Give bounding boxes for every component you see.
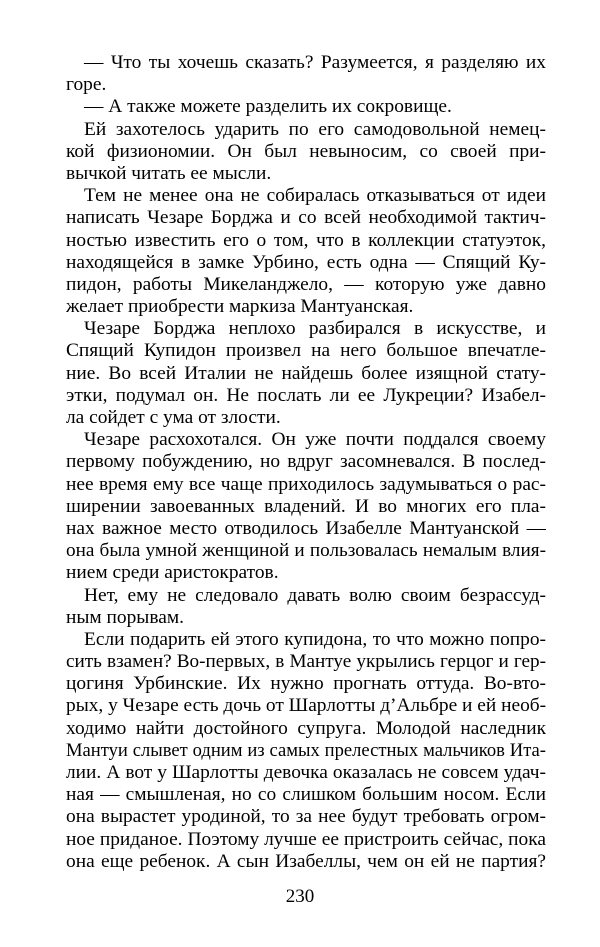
text-line: находящейся в замке Урбино, есть одна — Спящий Ку- <box>66 251 546 273</box>
body-text <box>66 52 546 873</box>
text-line: лии. А вот у Шарлотты девочка оказалась не совсем удач- <box>66 762 546 783</box>
text-line: нах важное место отводилось Изабелле Мантуанской — <box>66 517 546 539</box>
text-line: написать Чезаре Борджа и со всей необходимой тактич- <box>66 207 546 229</box>
text-line: — А также можете разделить их сокровище. <box>84 96 452 118</box>
text-line: пидон, работы Микеланджело, — которую уже давно <box>66 273 546 295</box>
text-line: ние. Во всей Италии не найдешь более изящной стату- <box>66 362 546 384</box>
text-line: ходимо найти достойного супруга. Молодой наследник <box>66 717 546 739</box>
text-line: Чезаре расхохотался. Он уже почти поддался своему <box>84 429 546 451</box>
text-line: нее время ему все чаще приходилось задумываться о рас- <box>66 473 546 495</box>
text-line: Мантуи слывет одним из самых прелестных мальчиков Ита- <box>66 739 546 761</box>
text-line: ным порывам. <box>66 606 184 628</box>
text-line: ностью известить его о том, что в коллекции статуэток, <box>66 229 546 251</box>
text-line: горе. <box>66 74 107 96</box>
text-line: она была умной женщиной и пользовалась немалым влия- <box>66 540 546 562</box>
text-line: этки, подумал он. Не послать ли ее Лукреции? Изабел- <box>66 384 546 406</box>
text-line: вычкой читать ее мысли. <box>66 162 272 184</box>
text-line: ное приданое. Поэтому лучше ее пристроить сейчас, пока <box>66 828 546 850</box>
text-line: ная — смышленая, но со слишком большим носом. Если <box>66 784 546 806</box>
text-line: она еще ребенок. А сын Изабеллы, чем он ей не партия? <box>66 850 546 872</box>
text-line: первому побуждению, но вдруг засомневался. В послед- <box>66 451 546 473</box>
text-line: рых, у Чезаре есть дочь от Шарлотты д’Альбре и ей необ- <box>66 695 546 717</box>
page-number: 230 <box>285 886 315 907</box>
text-line: желает приобрести маркиза Мантуанская. <box>66 296 414 318</box>
text-line: Ей захотелось ударить по его самодовольной немец- <box>84 118 546 140</box>
text-line: Нет, ему не следовало давать волю своим безрассуд- <box>84 584 546 606</box>
text-line: Спящий Купидон произвел на него большое впечатле- <box>66 340 546 362</box>
text-line: Тем не менее она не собиралась отказываться от идеи <box>84 185 546 207</box>
text-line: кой физиономии. Он был невыносим, со своей при- <box>66 140 546 162</box>
text-line: — Что ты хочешь сказать? Разумеется, я разделяю их <box>84 52 546 73</box>
text-line: нием среди аристократов. <box>66 562 279 584</box>
text-line: Чезаре Борджа неплохо разбирался в искусстве, и <box>84 318 546 340</box>
text-line: Если подарить ей этого купидона, то что можно попро- <box>84 628 546 650</box>
text-line: ла сойдет с ума от злости. <box>66 407 281 428</box>
text-line: она вырастет уродиной, то за нее будут требовать огром- <box>66 806 546 828</box>
text-line: ширении завоеванных владений. И во многих его пла- <box>66 495 546 517</box>
text-line: сить взамен? Во-первых, в Мантуе укрылись герцог и гер- <box>66 651 546 673</box>
text-line: цогиня Урбинские. Их нужно прогнать оттуда. Во-вто- <box>66 673 546 695</box>
